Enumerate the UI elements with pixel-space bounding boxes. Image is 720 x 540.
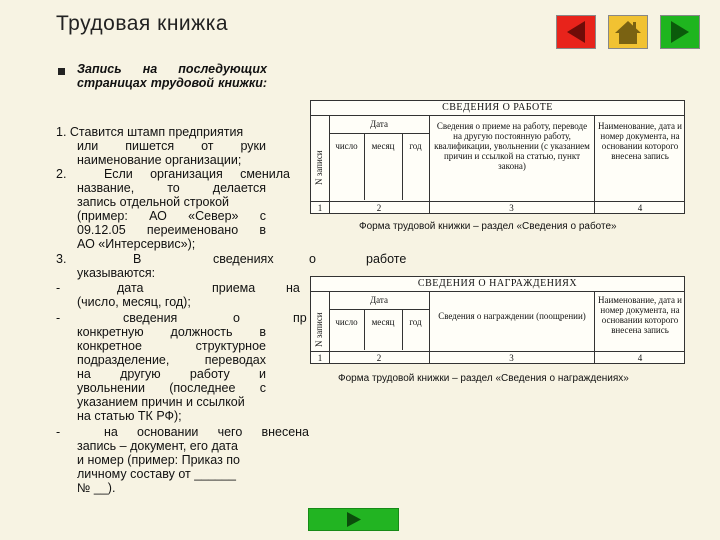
subheading: Запись на последующих страницах трудовой книжки: (77, 62, 267, 90)
triangle-right-icon (661, 16, 699, 48)
body-line: или пишется от руки (77, 139, 266, 153)
col-number: 1 (317, 353, 323, 363)
body-line: наименование организации; (77, 153, 242, 167)
triangle-left-icon (557, 16, 595, 48)
body-line: указываются: (77, 266, 156, 280)
body-word: В (133, 252, 142, 266)
forward-button[interactable] (660, 15, 700, 49)
body-word: пр (293, 311, 307, 325)
body-line: увольнении (последнее с (77, 381, 266, 395)
body-line: № __). (77, 481, 116, 495)
col-doc: Наименование, дата и номер документа, на основании которого внесена запись (597, 295, 682, 335)
body-word: сведения (123, 311, 178, 325)
col-year: год (409, 141, 422, 151)
table-header: СВЕДЕНИЯ О РАБОТЕ (442, 102, 553, 113)
body-line: - (56, 311, 61, 325)
col-info: Сведения о награждении (поощрении) (438, 311, 586, 321)
col-no: N записи (314, 312, 324, 347)
col-number: 3 (509, 203, 514, 213)
body-line: (число, месяц, год); (77, 295, 191, 309)
body-line: АО «Интерсервис»); (77, 237, 196, 251)
col-number: 2 (376, 203, 382, 213)
col-month: месяц (371, 317, 395, 327)
house-icon (609, 16, 647, 48)
col-year: год (409, 317, 422, 327)
col-no: N записи (314, 150, 324, 185)
body-line: подразделение, переводах (77, 353, 266, 367)
col-day: число (335, 317, 358, 327)
back-button[interactable] (556, 15, 596, 49)
awards-table (310, 276, 685, 364)
body-line: Если организация сменила (104, 167, 290, 181)
body-word: о (309, 252, 316, 266)
col-doc: Наименование, дата и номер документа, на основании которого внесена запись (597, 121, 682, 161)
body-line: 3. (56, 252, 67, 266)
body-word: о (233, 311, 240, 325)
work-record-table (310, 100, 685, 214)
body-line: на основании чего внесена (104, 425, 309, 439)
slide-title: Трудовая книжка (56, 12, 229, 35)
body-line: запись – документ, его дата (77, 439, 238, 453)
body-line: - (56, 425, 61, 439)
col-day: число (335, 141, 358, 151)
col-number: 4 (637, 353, 643, 363)
col-month: месяц (371, 141, 395, 151)
body-line: на другую работу и (77, 367, 266, 381)
body-word: дата (117, 281, 144, 295)
body-line: (пример: АО «Север» с (77, 209, 266, 223)
table-header: СВЕДЕНИЯ О НАГРАЖДЕНИЯХ (417, 278, 578, 289)
body-line: конкретное структурное (77, 339, 266, 353)
body-line: запись отдельной строкой (77, 195, 230, 209)
body-line: - (56, 281, 61, 295)
body-line: 1. Ставится штамп предприятия (56, 125, 244, 139)
body-word: приема (212, 281, 256, 295)
body-line: личному составу от ______ (77, 467, 236, 481)
body-word: сведениях (213, 252, 274, 266)
home-button[interactable] (608, 15, 648, 49)
body-line: 2. (56, 167, 67, 181)
triangle-right-icon (309, 509, 398, 530)
body-line: указанием причин и ссылкой (77, 395, 245, 409)
body-line: название, то делается (77, 181, 266, 195)
col-info: Сведения о приеме на работу, переводе на другую постоянную работу, квалификации, увольнении (с указанием причин и ссылкой на статью, пункт закона) (434, 121, 590, 171)
next-slide-button[interactable] (308, 508, 399, 531)
col-number: 1 (317, 203, 323, 213)
table-caption: Форма трудовой книжки – раздел «Сведения о награждениях» (338, 373, 629, 384)
body-word: на (286, 281, 300, 295)
table-caption: Форма трудовой книжки – раздел «Сведения о работе» (359, 221, 617, 232)
col-date: Дата (370, 295, 388, 305)
col-number: 3 (509, 353, 514, 363)
col-number: 4 (637, 203, 643, 213)
body-word: работе (366, 252, 407, 266)
col-date: Дата (370, 119, 388, 129)
body-line: конкретную должность в (77, 325, 266, 339)
body-line: и номер (пример: Приказ по (77, 453, 240, 467)
bullet-square (58, 68, 65, 75)
body-line: 09.12.05 переименовано в (77, 223, 266, 237)
body-line: на статью ТК РФ); (77, 409, 182, 423)
col-number: 2 (376, 353, 382, 363)
